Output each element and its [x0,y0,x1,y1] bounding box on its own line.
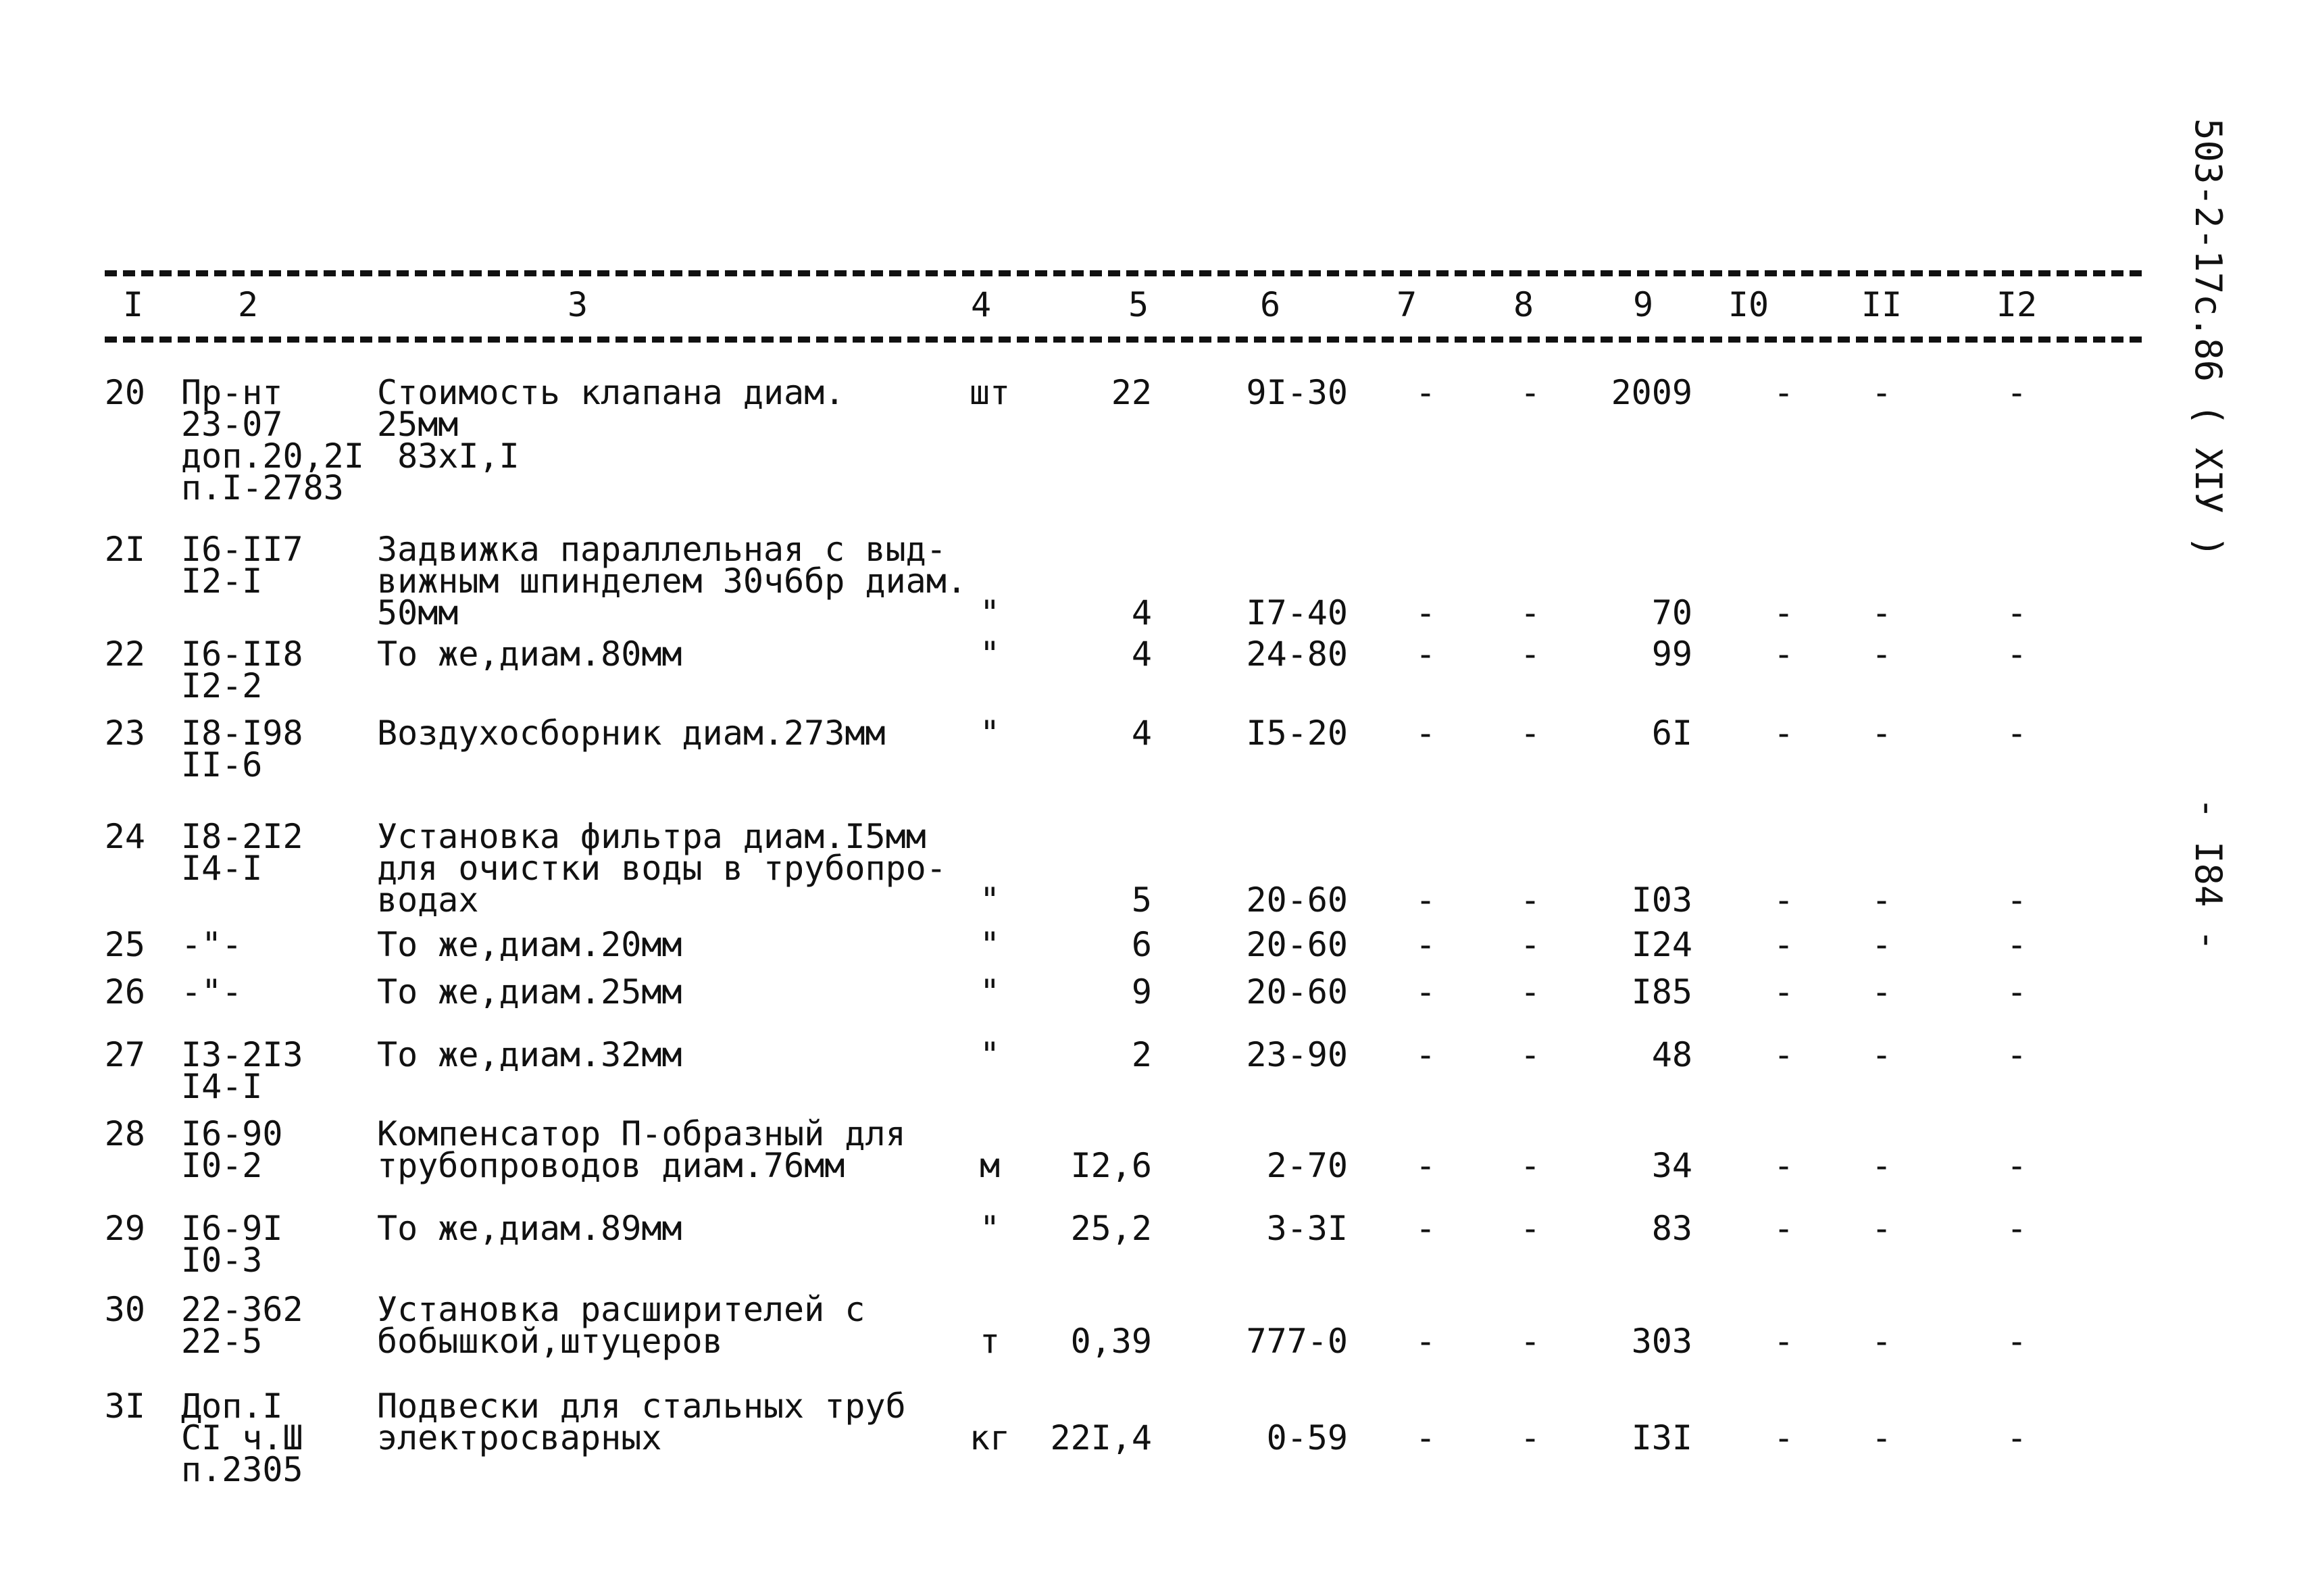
column-header-2: 2 [237,285,259,324]
row-col-10: - [1773,593,1794,632]
row-col-7: - [1415,1418,1436,1457]
row-col-9: 48 [1651,1035,1692,1074]
header-top-rule [105,270,2142,276]
row-unit-price: 23-90 [1246,1035,1348,1074]
row-col-10: - [1773,880,1794,920]
column-header-8: 8 [1513,285,1534,324]
row-col-11: - [1871,1418,1892,1457]
row-quantity: 9 [1131,972,1152,1012]
row-col-9: I03 [1631,880,1692,920]
column-header-7: 7 [1396,285,1417,324]
row-number: 22 [104,634,145,674]
row-col-9: 34 [1651,1146,1692,1185]
row-col-7: - [1415,634,1436,674]
row-col-12: - [2006,1209,2028,1248]
column-header-12: I2 [1996,285,2038,324]
row-code: -"- [181,925,243,964]
row-col-8: - [1519,373,1541,412]
row-col-12: - [2006,1035,2028,1074]
row-col-11: - [1871,1322,1892,1361]
row-col-12: - [2006,972,2028,1012]
row-quantity: 5 [1131,880,1152,920]
row-col-10: - [1773,714,1794,753]
row-col-8: - [1519,972,1541,1012]
row-col-12: - [2006,593,2028,632]
row-code: I6-9I I0-3 [181,1209,283,1280]
row-unit: кг [969,1418,1011,1457]
row-unit: м [979,1146,1001,1185]
row-description: Компенсатор П-образный для трубопроводов диам.76мм [377,1114,906,1185]
document-code: 503-2-17с.86 ( XIУ ) [2187,118,2230,558]
row-description: Установка расширителей с бобышкой,штуцеров [377,1290,865,1361]
row-number: 28 [104,1114,145,1153]
row-col-8: - [1519,593,1541,632]
row-quantity: 25,2 [1070,1209,1152,1248]
row-col-9: 303 [1631,1322,1692,1361]
row-col-12: - [2006,634,2028,674]
column-header-3: 3 [567,285,588,324]
column-header-11: II [1861,285,1903,324]
row-code: I3-2I3 I4-I [181,1035,303,1106]
row-code: I8-I98 II-6 [181,714,303,784]
row-quantity: 4 [1131,714,1152,753]
row-quantity: 4 [1131,593,1152,632]
row-unit: т [979,1322,1001,1361]
row-quantity: 4 [1131,634,1152,674]
row-col-7: - [1415,972,1436,1012]
row-col-8: - [1519,1209,1541,1248]
row-col-12: - [2006,925,2028,964]
row-col-7: - [1415,714,1436,753]
row-col-9: 2009 [1611,373,1692,412]
row-description: То же,диам.80мм [377,634,682,674]
row-number: 29 [104,1209,145,1248]
row-col-8: - [1519,1146,1541,1185]
row-col-10: - [1773,1146,1794,1185]
column-header-9: 9 [1632,285,1654,324]
row-unit-price: 2-70 [1266,1146,1348,1185]
row-col-9: I85 [1631,972,1692,1012]
row-col-11: - [1871,634,1892,674]
row-col-11: - [1871,714,1892,753]
row-col-10: - [1773,1209,1794,1248]
row-col-10: - [1773,1418,1794,1457]
row-col-9: 6I [1651,714,1692,753]
row-col-11: - [1871,593,1892,632]
row-description: Стоимость клапана диам. 25мм 83хI,I [377,373,845,476]
row-col-7: - [1415,593,1436,632]
row-number: 26 [104,972,145,1012]
row-col-8: - [1519,634,1541,674]
row-description: Задвижка параллельная с выд- вижным шпинделем 30ч6бр диам. 50мм [377,530,967,632]
row-col-8: - [1519,925,1541,964]
row-col-12: - [2006,1322,2028,1361]
row-code: Доп.I СI ч.Ш п.2305 [181,1387,303,1489]
row-col-10: - [1773,1322,1794,1361]
row-col-9: 99 [1651,634,1692,674]
row-code: I6-90 I0-2 [181,1114,283,1185]
row-number: 2I [104,530,145,569]
row-col-11: - [1871,880,1892,920]
row-code: -"- [181,972,243,1012]
row-col-7: - [1415,373,1436,412]
row-number: 25 [104,925,145,964]
row-unit-price: 9I-30 [1246,373,1348,412]
column-header-6: 6 [1259,285,1281,324]
row-col-9: I24 [1631,925,1692,964]
row-unit: " [979,1209,1001,1248]
row-number: 23 [104,714,145,753]
row-quantity: 22I,4 [1050,1418,1152,1457]
column-header-1: I [122,285,144,324]
row-col-12: - [2006,373,2028,412]
row-col-10: - [1773,373,1794,412]
row-unit-price: 0-59 [1266,1418,1348,1457]
row-unit-price: I7-40 [1246,593,1348,632]
row-col-12: - [2006,1418,2028,1457]
row-col-8: - [1519,1418,1541,1457]
row-col-8: - [1519,714,1541,753]
row-unit: " [979,925,1001,964]
row-quantity: 6 [1131,925,1152,964]
row-number: 30 [104,1290,145,1329]
row-col-8: - [1519,880,1541,920]
column-header-10: I0 [1728,285,1769,324]
row-description: Установка фильтра диам.I5мм для очистки воды в трубопро- водах [377,817,947,920]
row-quantity: 22 [1111,373,1152,412]
row-col-8: - [1519,1322,1541,1361]
row-unit: " [979,593,1001,632]
row-code: I8-2I2 I4-I [181,817,303,888]
row-col-11: - [1871,1209,1892,1248]
row-number: 20 [104,373,145,412]
row-description: Воздухосборник диам.273мм [377,714,886,753]
page-number: - I84 - [2187,797,2230,951]
row-col-9: 70 [1651,593,1692,632]
row-col-11: - [1871,925,1892,964]
row-col-10: - [1773,1035,1794,1074]
row-col-12: - [2006,714,2028,753]
row-code: 22-362 22-5 [181,1290,303,1361]
row-description: То же,диам.32мм [377,1035,682,1074]
row-unit-price: 3-3I [1266,1209,1348,1248]
row-unit: " [979,714,1001,753]
row-unit-price: 20-60 [1246,880,1348,920]
row-number: 27 [104,1035,145,1074]
row-unit-price: 20-60 [1246,925,1348,964]
row-col-7: - [1415,925,1436,964]
row-description: То же,диам.25мм [377,972,682,1012]
row-unit: " [979,972,1001,1012]
row-quantity: 2 [1131,1035,1152,1074]
row-col-12: - [2006,1146,2028,1185]
row-number: 24 [104,817,145,856]
row-col-9: 83 [1651,1209,1692,1248]
row-unit-price: 24-80 [1246,634,1348,674]
row-quantity: I2,6 [1070,1146,1152,1185]
row-number: 3I [104,1387,145,1426]
column-header-5: 5 [1128,285,1149,324]
row-col-7: - [1415,880,1436,920]
row-col-11: - [1871,1146,1892,1185]
row-col-12: - [2006,880,2028,920]
row-col-9: I3I [1631,1418,1692,1457]
row-col-8: - [1519,1035,1541,1074]
row-col-11: - [1871,972,1892,1012]
row-col-10: - [1773,634,1794,674]
row-unit: " [979,880,1001,920]
row-description: То же,диам.20мм [377,925,682,964]
row-unit: шт [969,373,1011,412]
row-description: То же,диам.89мм [377,1209,682,1248]
row-col-11: - [1871,373,1892,412]
row-col-10: - [1773,925,1794,964]
row-code: I6-II7 I2-I [181,530,303,601]
row-code: I6-II8 I2-2 [181,634,303,705]
row-col-7: - [1415,1322,1436,1361]
row-unit: " [979,1035,1001,1074]
row-code: Пр-нт 23-07 доп.20,2I п.I-2783 [181,373,364,507]
row-unit-price: I5-20 [1246,714,1348,753]
row-col-7: - [1415,1209,1436,1248]
row-unit-price: 20-60 [1246,972,1348,1012]
row-unit-price: 777-0 [1246,1322,1348,1361]
row-col-7: - [1415,1035,1436,1074]
header-bottom-rule [105,336,2142,343]
row-quantity: 0,39 [1070,1322,1152,1361]
row-col-10: - [1773,972,1794,1012]
row-unit: " [979,634,1001,674]
column-header-4: 4 [970,285,992,324]
row-col-7: - [1415,1146,1436,1185]
row-col-11: - [1871,1035,1892,1074]
row-description: Подвески для стальных труб электросварных [377,1387,906,1457]
